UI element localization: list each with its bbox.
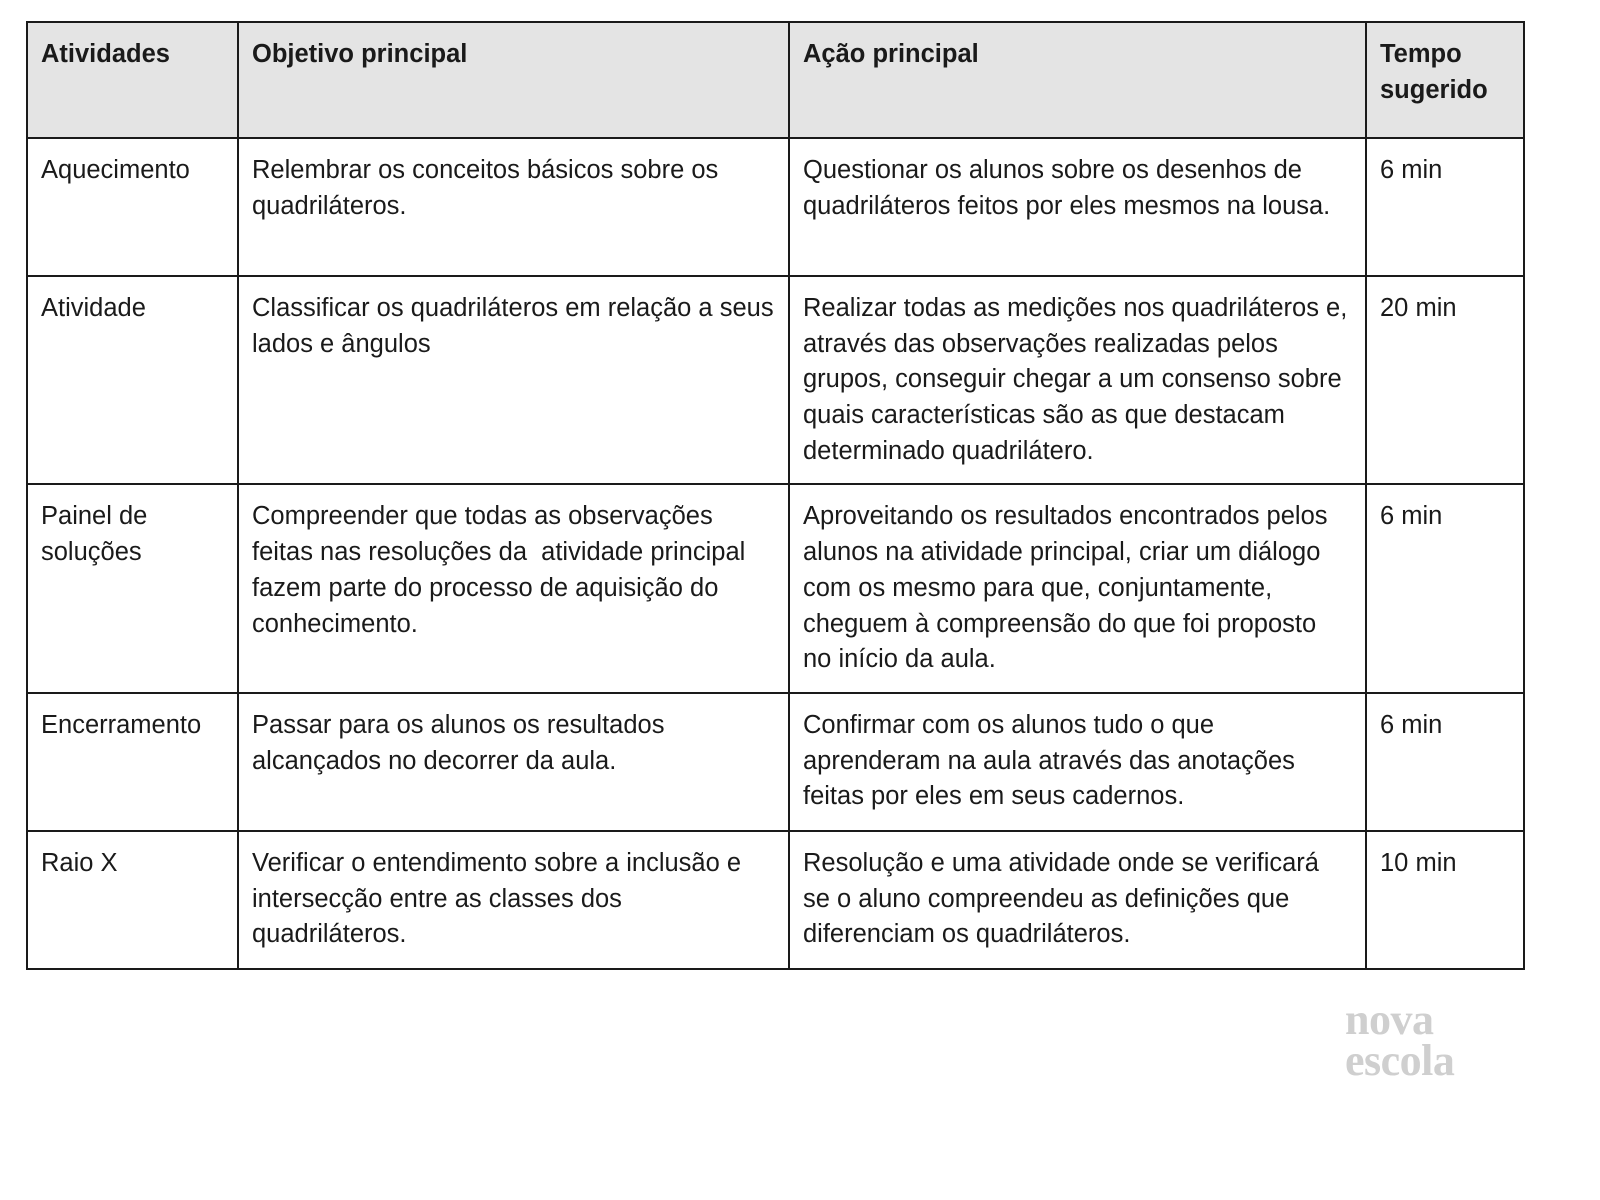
cell-acao: Resolução e uma atividade onde se verificará se o aluno compreendeu as definições que diferenciam os quadriláteros.: [789, 831, 1366, 969]
column-header-acao-principal: Ação principal: [789, 22, 1366, 138]
cell-tempo: 6 min: [1366, 484, 1524, 692]
lesson-plan-table: [26, 21, 1525, 970]
cell-objetivo: Passar para os alunos os resultados alcançados no decorrer da aula.: [238, 693, 789, 831]
cell-atividade: Atividade: [27, 276, 238, 484]
cell-objetivo: Relembrar os conceitos básicos sobre os quadriláteros.: [238, 138, 789, 276]
logo-line-nova: nova: [1345, 995, 1434, 1044]
cell-acao: Aproveitando os resultados encontrados pelos alunos na atividade principal, criar um diálogo com os mesmo para que, conjuntamente, cheguem à compreensão do que foi proposto no início da aula.: [789, 484, 1366, 692]
table-row: [27, 138, 1524, 276]
column-header-tempo-sugerido: Tempo sugerido: [1366, 22, 1524, 138]
table-row: [27, 484, 1524, 692]
table-header-row: [27, 22, 1524, 138]
cell-atividade: Painel de soluções: [27, 484, 238, 692]
cell-acao: Questionar os alunos sobre os desenhos de quadriláteros feitos por eles mesmos na lousa.: [789, 138, 1366, 276]
table-header: [27, 22, 1524, 138]
table-row: [27, 276, 1524, 484]
nova-escola-logo: [1345, 995, 1525, 1085]
cell-atividade: Encerramento: [27, 693, 238, 831]
column-header-objetivo-principal: Objetivo principal: [238, 22, 789, 138]
table-row: [27, 693, 1524, 831]
cell-objetivo: Verificar o entendimento sobre a inclusão e intersecção entre as classes dos quadriláteros.: [238, 831, 789, 969]
cell-objetivo: Compreender que todas as observações feitas nas resoluções da atividade principal fazem parte do processo de aquisição do conhecimento.: [238, 484, 789, 692]
cell-tempo: 20 min: [1366, 276, 1524, 484]
lesson-plan-table-container: [26, 21, 1523, 970]
cell-acao: Realizar todas as medições nos quadriláteros e, através das observações realizadas pelos grupos, conseguir chegar a um consenso sobre quais características são as que destacam determinado quadrilátero.: [789, 276, 1366, 484]
cell-objetivo: Classificar os quadriláteros em relação a seus lados e ângulos: [238, 276, 789, 484]
table-row: [27, 831, 1524, 969]
table-body: [27, 138, 1524, 969]
cell-tempo: 6 min: [1366, 693, 1524, 831]
cell-atividade: Raio X: [27, 831, 238, 969]
column-header-atividades: Atividades: [27, 22, 238, 138]
cell-atividade: Aquecimento: [27, 138, 238, 276]
cell-acao: Confirmar com os alunos tudo o que aprenderam na aula através das anotações feitas por eles em seus cadernos.: [789, 693, 1366, 831]
cell-tempo: 6 min: [1366, 138, 1524, 276]
cell-tempo: 10 min: [1366, 831, 1524, 969]
logo-line-escola: escola: [1345, 1035, 1455, 1085]
